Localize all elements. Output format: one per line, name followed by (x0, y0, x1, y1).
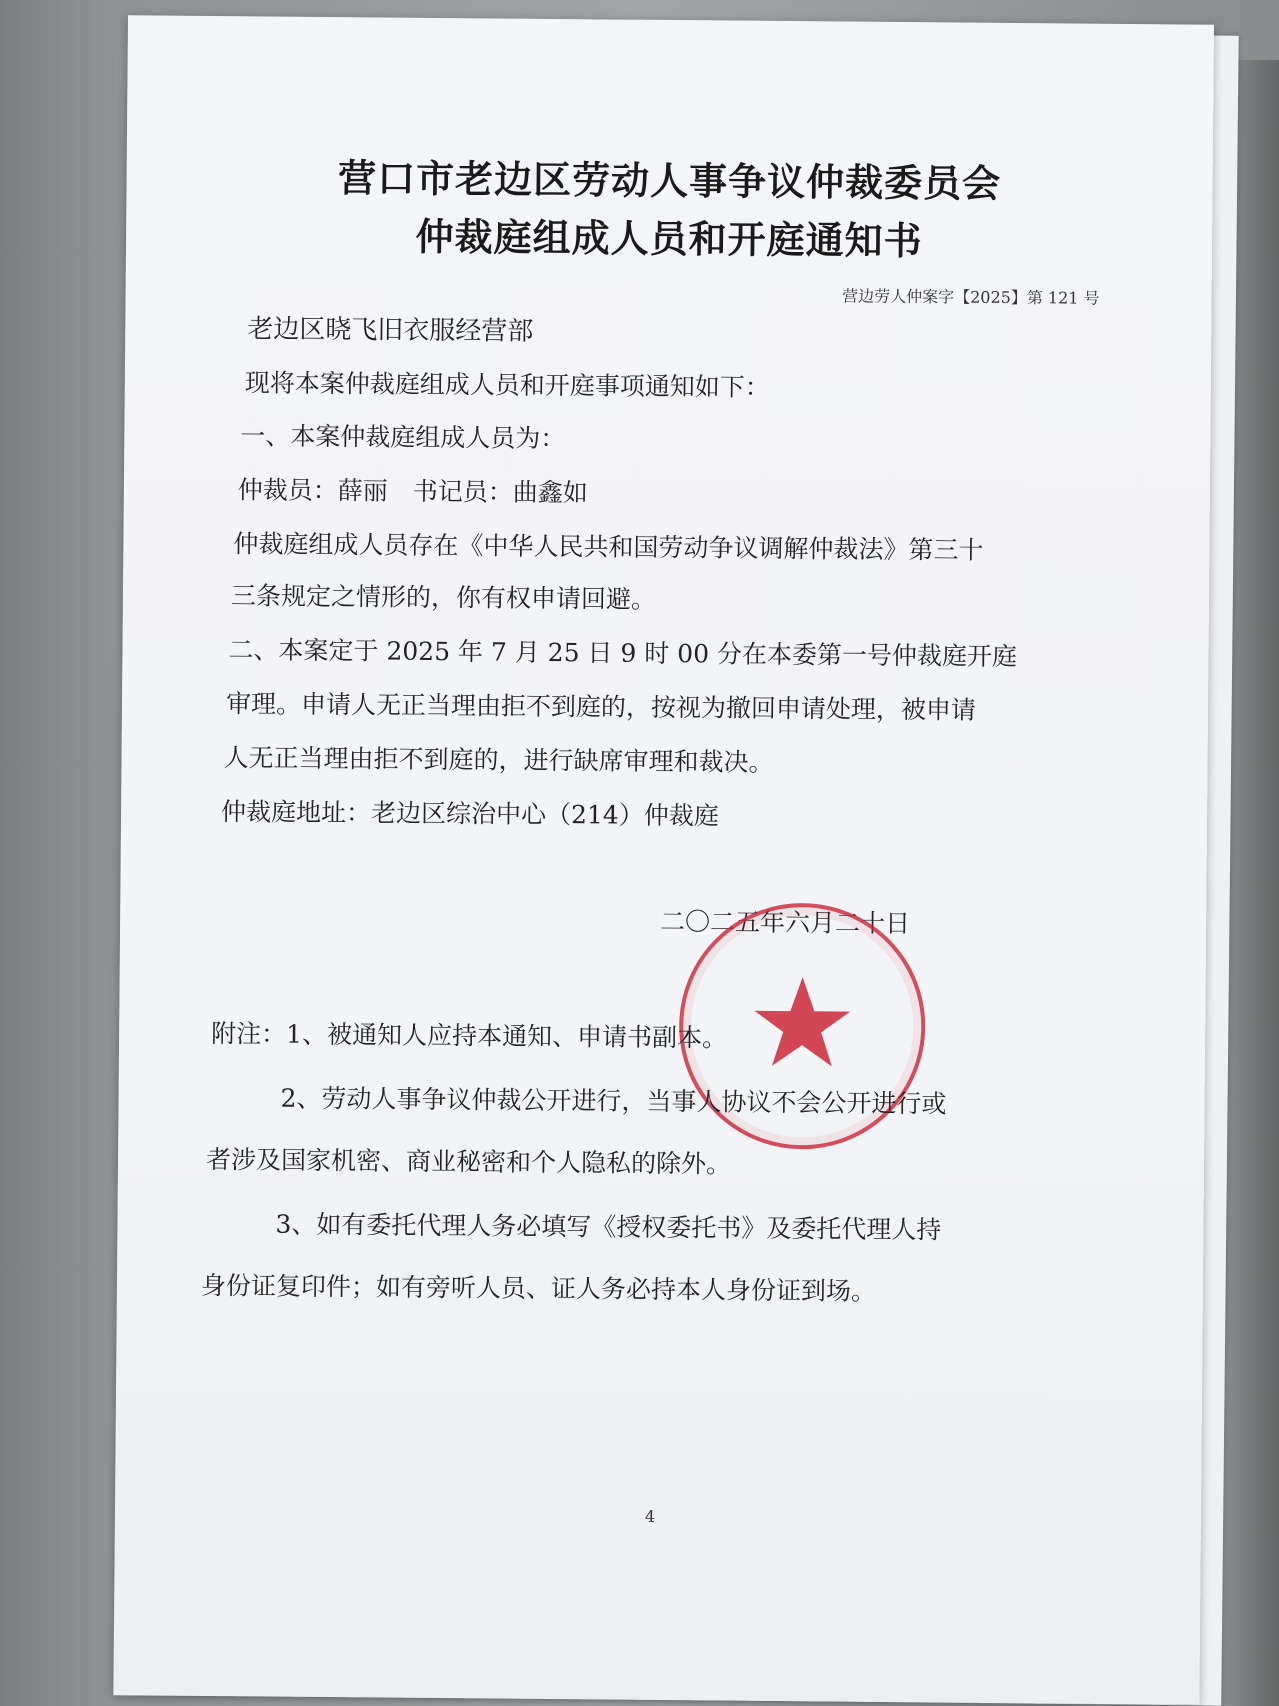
recusal-text-line2: 三条规定之情形的，你有权申请回避。 (230, 581, 657, 614)
case-number: 营边劳人仲案字【2025】第 121 号 (842, 286, 1100, 308)
page-number: 4 (644, 1506, 656, 1526)
recusal-text-line1: 仲裁庭组成人员存在《中华人民共和国劳动争议调解仲裁法》第三十 (233, 529, 984, 565)
note-1: 附注：1、被通知人应持本通知、申请书副本。 (211, 1019, 728, 1053)
hearing-schedule-line3: 人无正当理由拒不到庭的，进行缺席审理和裁决。 (223, 743, 774, 777)
hearing-schedule-line1: 二、本案定于 2025 年 7 月 25 日 9 时 00 分在本委第一号仲裁庭开庭 (228, 635, 1018, 672)
notice-document (113, 15, 1214, 1704)
note-2-line2: 者涉及国家机密、商业秘密和个人隐私的除外。 (205, 1144, 732, 1179)
hearing-schedule-line2: 审理。申请人无正当理由拒不到庭的，按视为撤回申请处理，被申请 (225, 689, 977, 725)
section1-heading: 一、本案仲裁庭组成人员为： (240, 421, 566, 454)
note-3-line1: 3、如有委托代理人务必填写《授权委托书》及委托代理人持 (275, 1209, 942, 1245)
tribunal-members: 仲裁员：薛丽 书记员：曲鑫如 (237, 475, 589, 508)
note-3-line2: 身份证复印件；如有旁听人员、证人务必持本人身份证到场。 (200, 1270, 877, 1306)
document-title-line1: 营口市老边区劳动人事争议仲裁委员会 (337, 156, 1002, 206)
note-2-line1: 2、劳动人事争议仲裁公开进行，当事人协议不会公开进行或 (280, 1083, 947, 1119)
recipient-name: 老边区晓飞旧衣服经营部 (247, 314, 534, 347)
document-title-line2: 仲裁庭组成人员和开庭通知书 (415, 214, 923, 264)
intro-text: 现将本案仲裁庭组成人员和开庭事项通知如下： (244, 368, 770, 402)
tribunal-address: 仲裁庭地址：老边区综治中心（214）仲裁庭 (220, 797, 719, 831)
issue-date: 二〇二五年六月二十日 (660, 906, 911, 939)
